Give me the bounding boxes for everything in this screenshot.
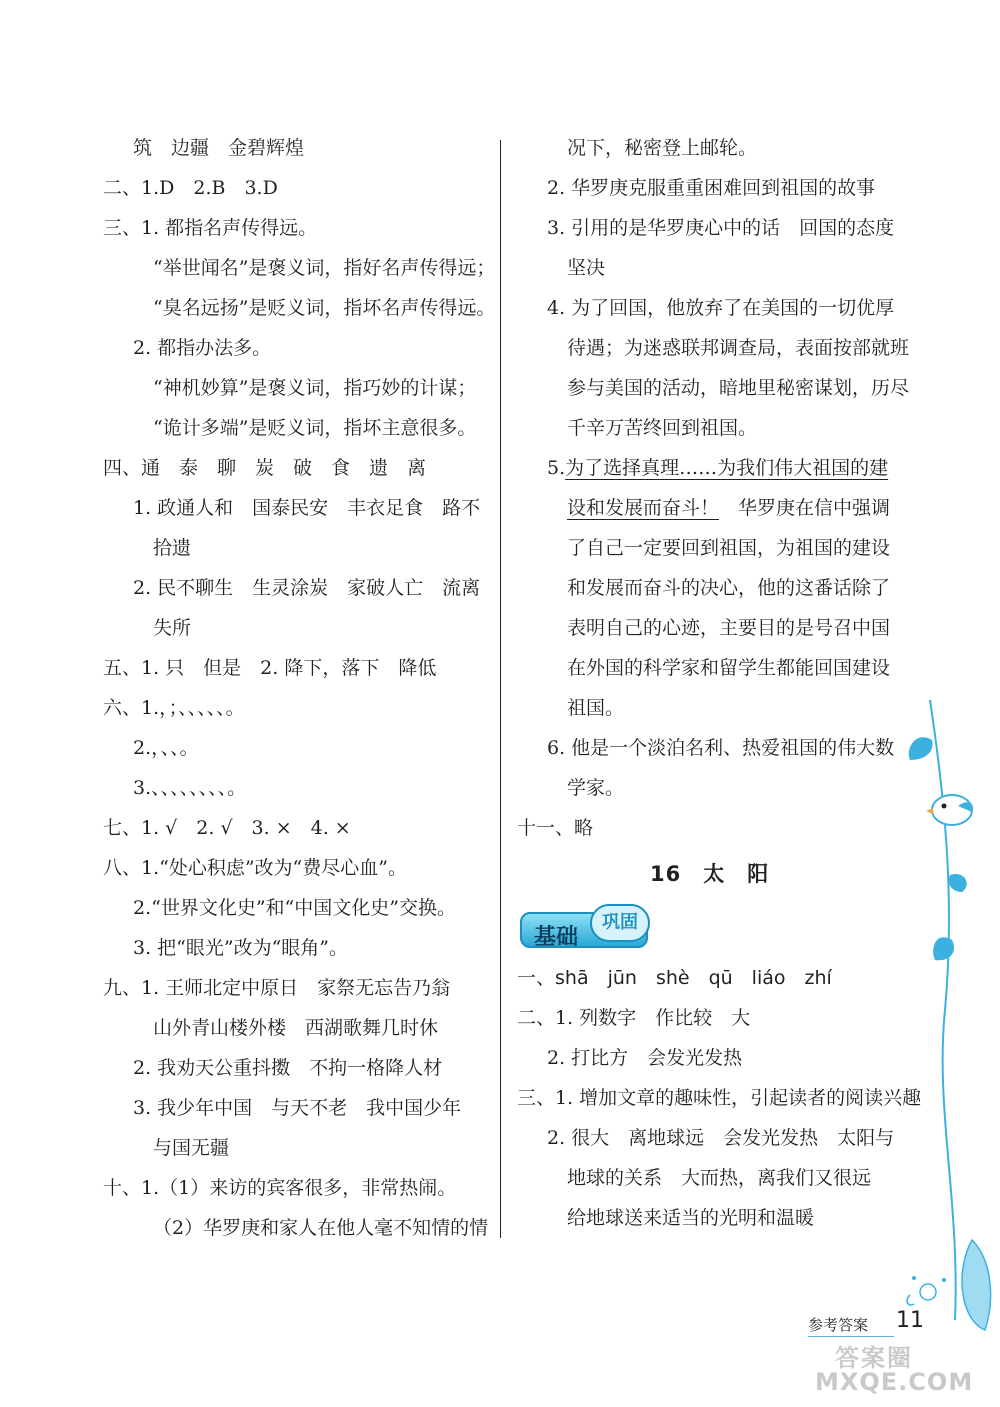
q5-number: 5. (547, 457, 566, 479)
answer-line: （2）华罗庚和家人在他人毫不知情的情 (153, 1217, 489, 1239)
section-title: 16 太 阳 (650, 862, 770, 886)
answer-line: 二、1. 列数字 作比较 大 (517, 1007, 751, 1029)
answer-line: 八、1.“处心积虑”改为“费尽心血”。 (103, 857, 407, 879)
answer-line: 2. 民不聊生 生灵涂炭 家破人亡 流离 (133, 577, 481, 599)
basics-badge (520, 904, 658, 950)
answer-line: 4. 为了回国，他放弃了在美国的一切优厚 (547, 297, 895, 319)
answer-line: 学家。 (567, 777, 625, 799)
answer-line: 3. 引用的是华罗庚心中的话 回国的态度 (547, 217, 895, 239)
answer-line: 与国无疆 (153, 1137, 230, 1159)
answer-line: 山外青山楼外楼 西湖歌舞几时休 (153, 1017, 439, 1039)
answer-line: 六、1.，；、、、、、。 (103, 697, 245, 719)
answer-line: 筑 边疆 金碧辉煌 (133, 137, 305, 159)
answer-line: 给地球送来适当的光明和温暖 (567, 1207, 815, 1229)
answer-line: 3. 把“眼光”改为“眼角”。 (133, 937, 349, 959)
answer-line: 2.“世界文化史”和“中国文化史”交换。 (133, 897, 456, 919)
q5-after-text: 华罗庚在信中强调 (719, 497, 891, 519)
vine-leaf-icon (949, 874, 967, 892)
answer-line: 十一、略 (517, 817, 594, 839)
vine-bird-decoration (900, 680, 1000, 1340)
right-column-top (517, 128, 912, 448)
answer-line: 2. 都指办法多。 (133, 337, 272, 359)
q5-underlined-quote-1: 为了选择真理……为我们伟大祖国的建 (565, 457, 889, 479)
q5-line: 祖国。 (567, 697, 625, 719)
right-column-bottom (517, 958, 937, 1238)
answer-line: 拾遗 (153, 537, 192, 559)
answer-line: 6. 他是一个淡泊名利、热爱祖国的伟大数 (547, 737, 895, 759)
pinyin-answer-line: 一、shā jūn shè qū liáo zhí (517, 967, 832, 989)
column-divider (500, 140, 501, 1238)
answer-line: 3.、、、、、、、、。 (133, 777, 247, 799)
badge-main-label: 基础 (534, 925, 579, 950)
answer-line: 十、1.（1）来访的宾客很多，非常热闹。 (103, 1177, 457, 1199)
q5-first-line (517, 448, 912, 488)
right-column (517, 128, 912, 848)
answer-line: 2. 打比方 会发光发热 (547, 1047, 743, 1069)
footer-underline (808, 1336, 894, 1337)
answer-line: 3. 我少年中国 与天不老 我中国少年 (133, 1097, 462, 1119)
answer-line: 地球的关系 大而热，离我们又很远 (567, 1167, 872, 1189)
answer-line: 二、1.D 2.B 3.D (103, 177, 278, 199)
answer-line: 2. 华罗庚克服重重困难回到祖国的故事 (547, 177, 876, 199)
page-number: 11 (896, 1308, 924, 1333)
q5-underlined-quote-2: 设和发展而奋斗！ (567, 497, 720, 519)
badge-bubble-label: 巩固 (590, 904, 650, 942)
answer-line: 三、1. 增加文章的趣味性，引起读者的阅读兴趣 (517, 1087, 922, 1109)
q5-line: 了自己一定要回到祖国，为祖国的建设 (567, 537, 891, 559)
vine-leaf-icon (962, 1240, 991, 1330)
q5-second-line (517, 488, 912, 528)
right-column-mid (517, 728, 912, 848)
answer-line: 九、1. 王师北定中原日 家祭无忘告乃翁 (103, 977, 451, 999)
answer-line: 坚决 (567, 257, 606, 279)
answer-line: “举世闻名”是褒义词，指好名声传得远； (153, 257, 496, 279)
answer-line: 1. 政通人和 国泰民安 丰衣足食 路不 (133, 497, 481, 519)
left-column (103, 128, 498, 1248)
answer-line: 2.，、、。 (133, 737, 199, 759)
answer-line: 五、1. 只 但是 2. 降下，落下 降低 (103, 657, 437, 679)
sun-doodle-icon (907, 1276, 946, 1305)
answer-line: 七、1. √ 2. √ 3. × 4. × (103, 817, 351, 839)
watermark-line-1: 答案圈 (835, 1344, 913, 1372)
answer-line: “诡计多端”是贬义词，指坏主意很多。 (153, 417, 477, 439)
watermark (815, 1338, 995, 1398)
right-bottom-lines (517, 998, 937, 1238)
watermark-line-2: MXQE.COM (815, 1368, 974, 1396)
answer-line: 参与美国的活动，暗地里秘密谋划，历尽 (567, 377, 910, 399)
answer-line: 千辛万苦终回到祖国。 (567, 417, 758, 439)
answer-line: 待遇；为迷惑联邦调查局，表面按部就班 (567, 337, 910, 359)
answer-line: “神机妙算”是褒义词，指巧妙的计谋； (153, 377, 477, 399)
vine-leaf-icon (933, 937, 954, 960)
bird-icon (926, 795, 973, 825)
q5-line: 在外国的科学家和留学生都能回国建设 (567, 657, 891, 679)
answer-line: 2. 我劝天公重抖擞 不拘一格降人材 (133, 1057, 443, 1079)
answer-line: “臭名远扬”是贬义词，指坏名声传得远。 (153, 297, 496, 319)
question-5 (517, 448, 912, 728)
q5-line: 表明自己的心迹，主要目的是号召中国 (567, 617, 891, 639)
footer-label: 参考答案 (808, 1316, 869, 1334)
answer-line: 失所 (153, 617, 192, 639)
vine-stem (930, 700, 956, 1320)
q5-line: 和发展而奋斗的决心，他的这番话除了 (567, 577, 891, 599)
answer-line: 三、1. 都指名声传得远。 (103, 217, 318, 239)
answer-line: 四、通 泰 聊 炭 破 食 遗 离 (103, 457, 427, 479)
answer-line: 况下，秘密登上邮轮。 (567, 137, 758, 159)
vine-leaf-icon (909, 737, 933, 760)
answer-line: 2. 很大 离地球远 会发光发热 太阳与 (547, 1127, 895, 1149)
